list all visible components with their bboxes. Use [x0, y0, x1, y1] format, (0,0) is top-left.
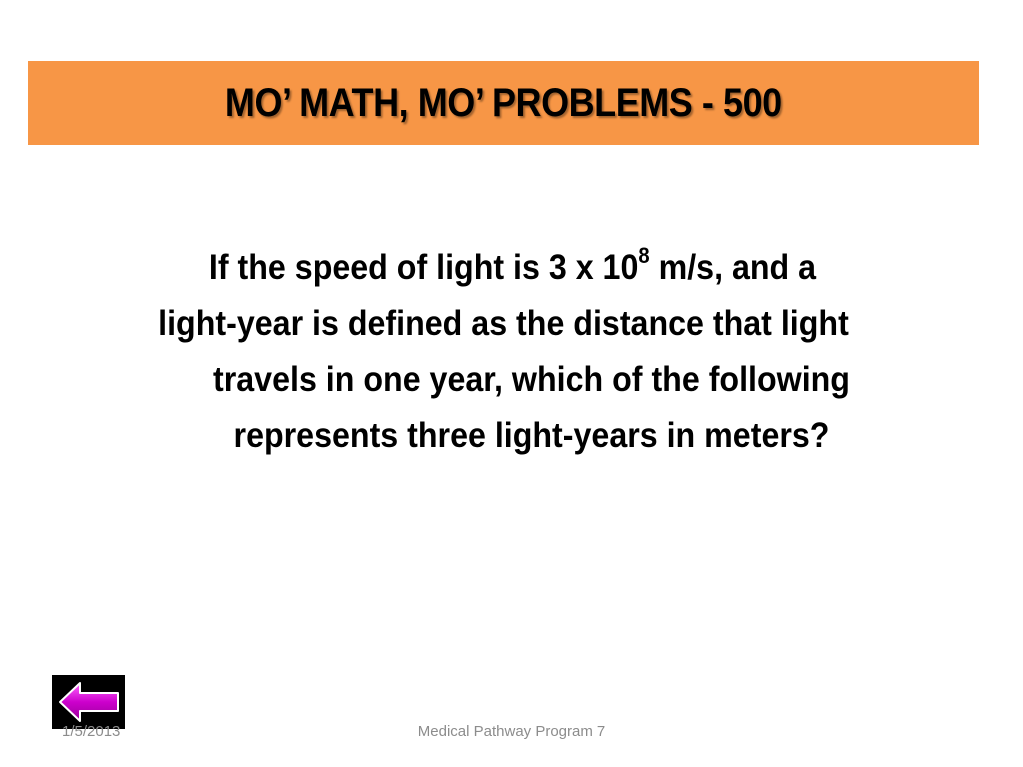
question-line-3: travels in one year, which of the following [213, 360, 850, 399]
question-line-1-suffix: m/s, and a [649, 248, 817, 287]
question-line-4: represents three light-years in meters? [233, 416, 830, 455]
footer-program-name: Medical Pathway Program [417, 723, 593, 740]
back-button[interactable] [52, 675, 125, 729]
footer-date: 1/5/2013 [62, 723, 121, 740]
exponent: 8 [638, 243, 650, 269]
question-text [40, 240, 985, 464]
footer-page-number: 7 [596, 723, 606, 740]
slide-title: MO’ MATH, MO’ PROBLEMS - 500 [225, 80, 782, 125]
slide-title-bar [28, 61, 979, 145]
footer-program [0, 723, 1023, 740]
question-line-1-prefix: If the speed of light is 3 x 10 [208, 248, 639, 287]
left-arrow-icon [52, 675, 125, 729]
question-line-1 [78, 240, 947, 296]
question-line-2: light-year is defined as the distance that light [158, 304, 849, 343]
